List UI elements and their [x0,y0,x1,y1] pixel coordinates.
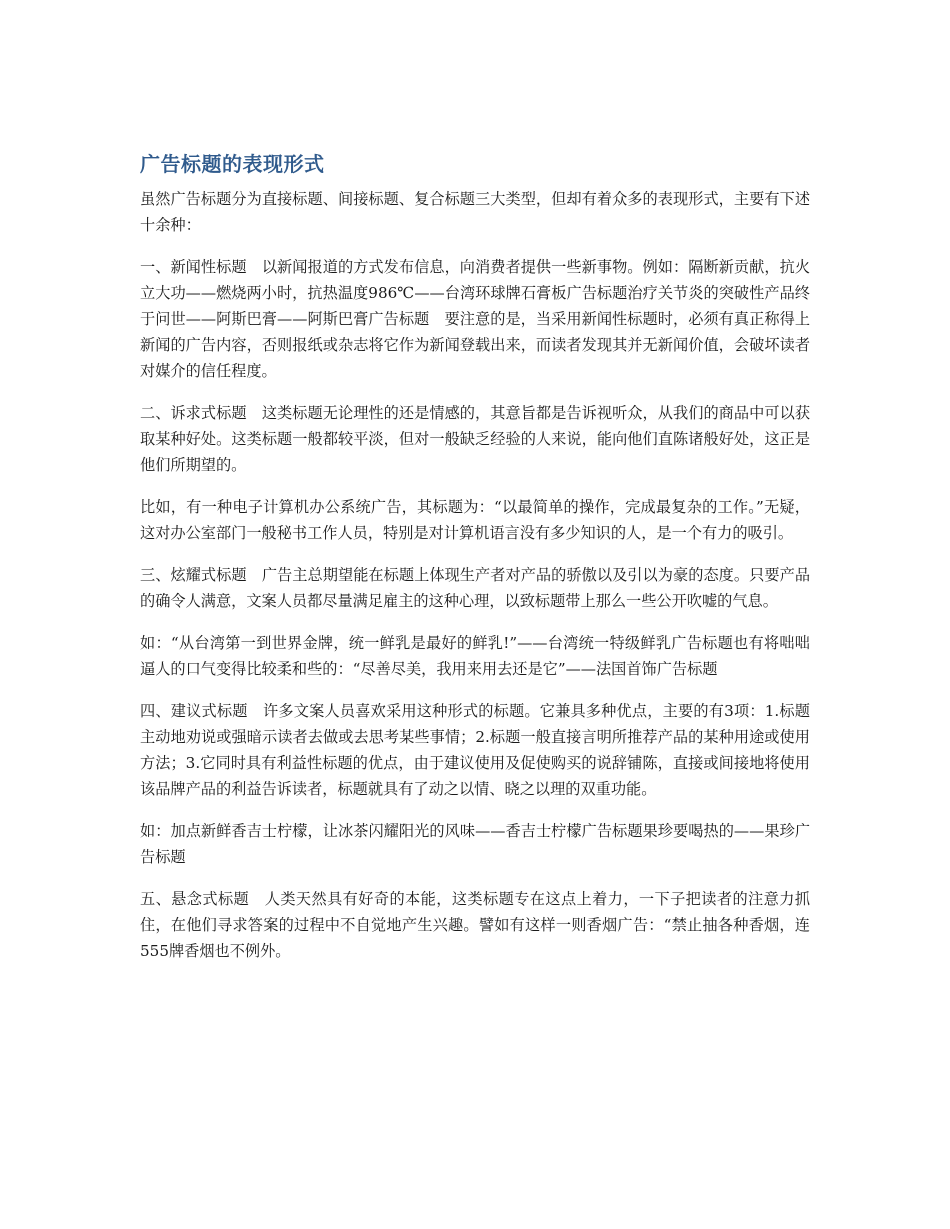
paragraph-suggestion-headline: 四、建议式标题 许多文案人员喜欢采用这种形式的标题。它兼具多种优点，主要的有3项：1.标题主动地劝说或强暗示读者去做或去思考某些事情；2.标题一般直接言明所推荐产品的某种用途或使用方法；3.它同时具有利益性标题的优点，由于建议使用及促使购买的说辞铺陈，直接或间接地将使用该品牌产品的利益告诉读者，标题就具有了动之以情、晓之以理的双重功能。 [140,702,810,798]
document-title: 广告标题的表现形式 [140,152,325,176]
paragraph-appeal-example: 比如，有一种电子计算机办公系统广告，其标题为：“以最简单的操作，完成最复杂的工作。”无疑，这对办公室部门一般秘书工作人员，特别是对计算机语言没有多少知识的人，是一个有力的吸引。 [140,498,810,542]
paragraph-appeal-headline: 二、诉求式标题 这类标题无论理性的还是情感的，其意旨都是告诉视听众，从我们的商品中可以获取某种好处。这类标题一般都较平淡，但对一般缺乏经验的人来说，能向他们直陈诸般好处，这正是他们所期望的。 [140,404,810,474]
paragraph-suggestion-example: 如：加点新鲜香吉士柠檬，让冰茶闪耀阳光的风味——香吉士柠檬广告标题果珍要喝热的——果珍广告标题 [140,822,810,866]
document-page [140,150,810,980]
intro-paragraph: 虽然广告标题分为直接标题、间接标题、复合标题三大类型，但却有着众多的表现形式，主要有下述十余种： [140,190,810,234]
paragraph-boast-example: 如：“从台湾第一到世界金牌，统一鲜乳是最好的鲜乳!”——台湾统一特级鲜乳广告标题也有将咄咄逼人的口气变得比较柔和些的：“尽善尽美，我用来用去还是它”——法国首饰广告标题 [140,634,810,678]
paragraph-news-headline: 一、新闻性标题 以新闻报道的方式发布信息，向消费者提供一些新事物。例如：隔断新贡献，抗火立大功——燃烧两小时，抗热温度986℃——台湾环球牌石膏板广告标题治疗关节炎的突破性产品终于问世——阿斯巴膏——阿斯巴膏广告标题 要注意的是，当采用新闻性标题时，必须有真正称得上新闻的广告内容，否则报纸或杂志将它作为新闻登载出来，而读者发现其并无新闻价值，会破坏读者对媒介的信任程度。 [140,258,810,380]
paragraph-suspense-headline: 五、悬念式标题 人类天然具有好奇的本能，这类标题专在这点上着力，一下子把读者的注意力抓住，在他们寻求答案的过程中不自觉地产生兴趣。譬如有这样一则香烟广告：“禁止抽各种香烟，连555牌香烟也不例外。 [140,890,810,960]
paragraph-boast-headline: 三、炫耀式标题 广告主总期望能在标题上体现生产者对产品的骄傲以及引以为豪的态度。只要产品的确令人满意，文案人员都尽量满足雇主的这种心理，以致标题带上那么一些公开吹嘘的气息。 [140,566,810,610]
